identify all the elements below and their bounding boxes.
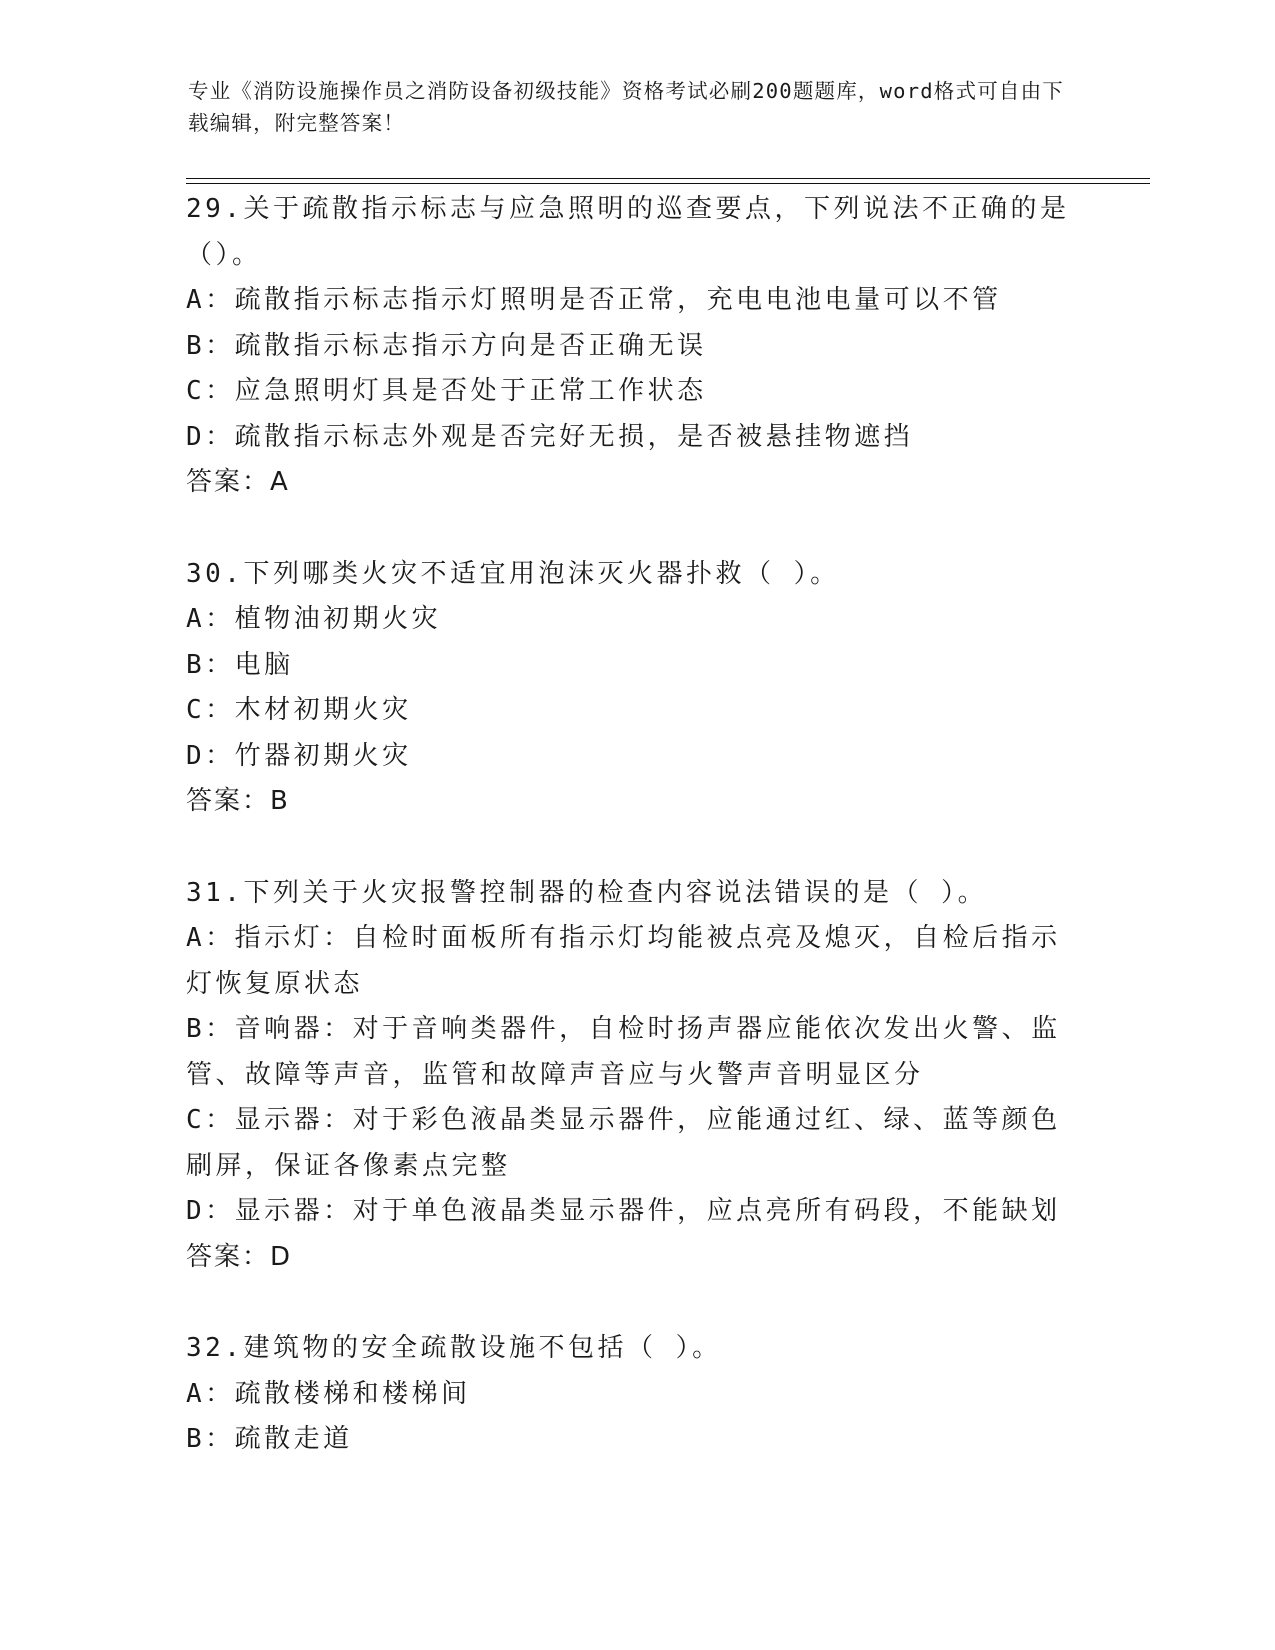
question-stem: 30.下列哪类火灾不适宜用泡沫灭火器扑救（ ）。 xyxy=(186,558,840,589)
question-stem: 32.建筑物的安全疏散设施不包括（ ）。 xyxy=(186,1333,722,1363)
option-b: B：疏散指示标志指示方向是否正确无误 xyxy=(186,330,707,361)
option-b: B：电脑 xyxy=(186,649,294,680)
question-31 xyxy=(186,871,1076,1281)
question-32 xyxy=(186,1326,1076,1463)
option-b: B：音响器：对于音响类器件，自检时扬声器应能依次发出火警、监管、故障等声音，监管和故障声音应与火警声音明显区分 xyxy=(186,1014,1061,1090)
question-stem: 29.关于疏散指示标志与应急照明的巡查要点，下列说法不正确的是（）。 xyxy=(186,194,1070,270)
option-d: D：竹器初期火灾 xyxy=(186,740,412,771)
document-header: 专业《消防设施操作员之消防设备初级技能》资格考试必刷200题题库，word格式可自由下载编辑，附完整答案！ xyxy=(188,79,1064,135)
header-divider-top xyxy=(186,178,1150,179)
question-list xyxy=(186,187,1076,1509)
question-30 xyxy=(186,552,1076,825)
option-a: A：疏散楼梯和楼梯间 xyxy=(186,1378,471,1409)
option-a: A：疏散指示标志指示灯照明是否正常，充电电池电量可以不管 xyxy=(186,285,1002,315)
answer-label: 答案：B xyxy=(186,786,290,816)
question-stem: 31.下列关于火灾报警控制器的检查内容说法错误的是（ ）。 xyxy=(186,877,988,908)
answer-label: 答案：D xyxy=(186,1241,293,1272)
question-29 xyxy=(186,187,1076,506)
option-b: B：疏散走道 xyxy=(186,1424,353,1454)
option-c: C：应急照明灯具是否处于正常工作状态 xyxy=(186,376,707,406)
option-a: A：指示灯：自检时面板所有指示灯均能被点亮及熄灭，自检后指示灯恢复原状态 xyxy=(186,923,1061,999)
header-divider-bottom xyxy=(186,183,1150,184)
option-c: C：显示器：对于彩色液晶类显示器件，应能通过红、绿、蓝等颜色刷屏，保证各像素点完整 xyxy=(186,1105,1061,1181)
option-d: D：显示器：对于单色液晶类显示器件，应点亮所有码段，不能缺划 xyxy=(186,1196,1061,1226)
answer-label: 答案：A xyxy=(186,467,290,497)
option-a: A：植物油初期火灾 xyxy=(186,604,442,634)
option-d: D：疏散指示标志外观是否完好无损，是否被悬挂物遮挡 xyxy=(186,421,914,452)
option-c: C：木材初期火灾 xyxy=(186,695,412,725)
